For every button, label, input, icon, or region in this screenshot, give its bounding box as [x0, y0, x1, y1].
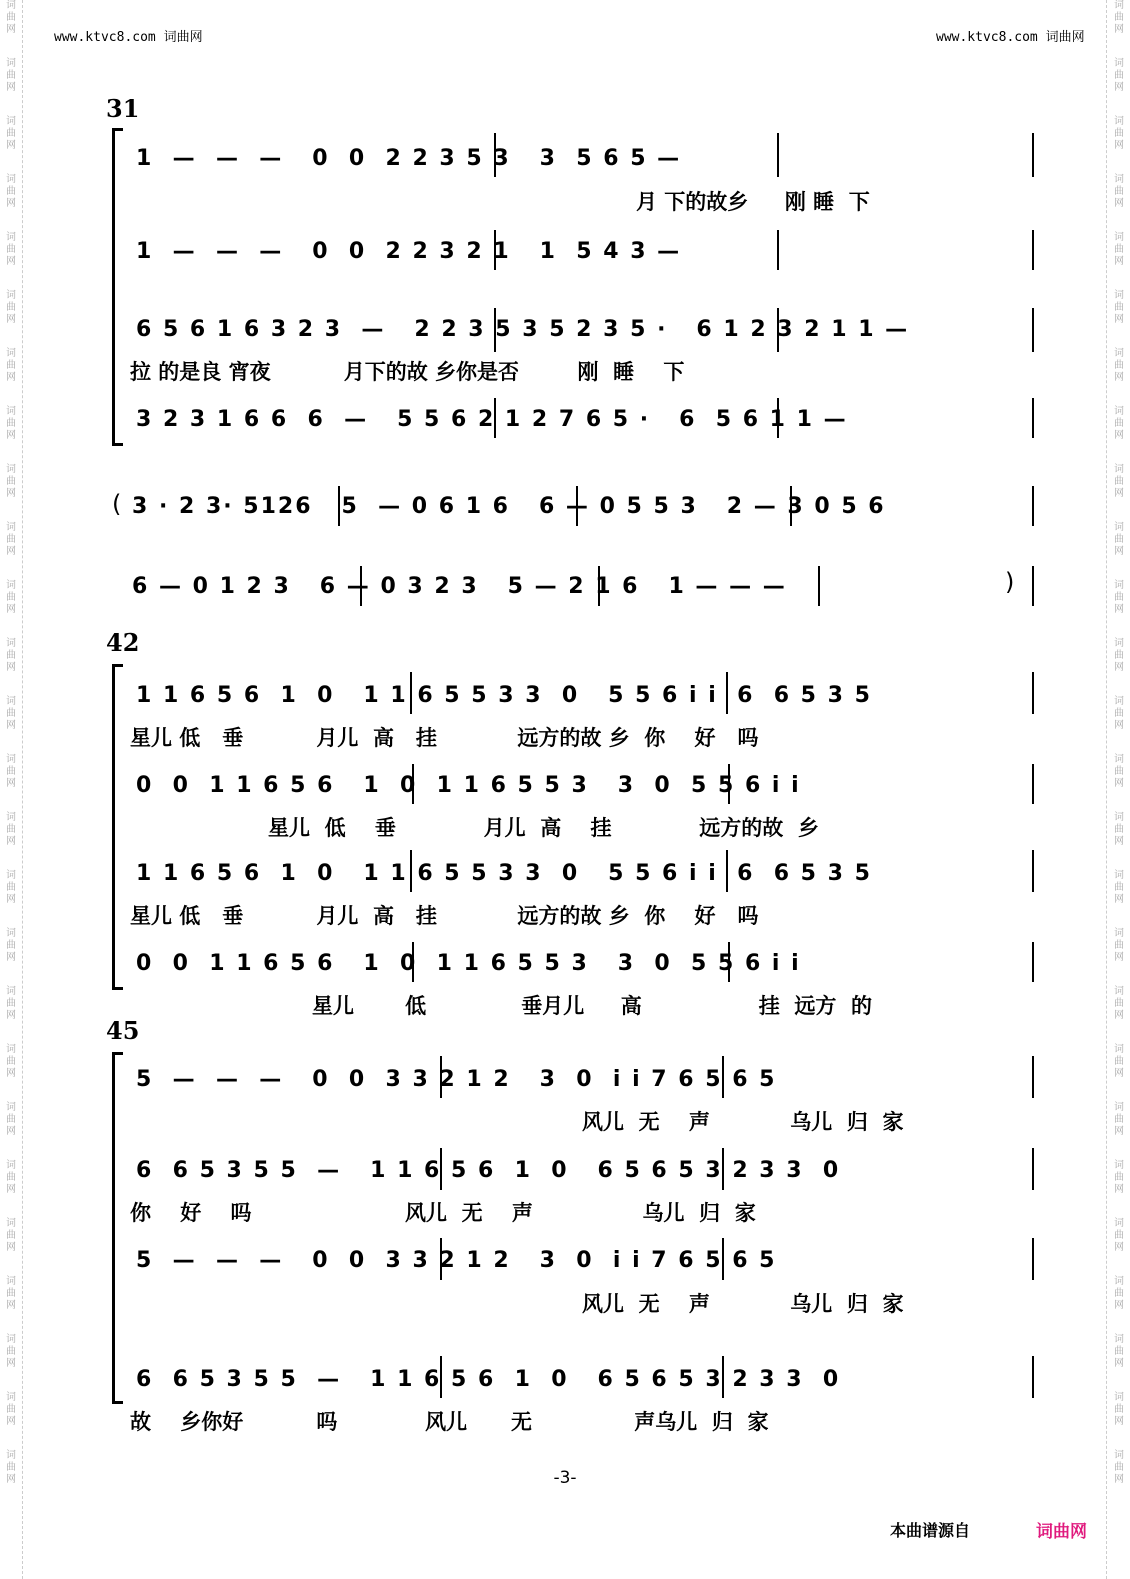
staff-lyrics: 月 下的故乡 刚 睡 下 [636, 190, 870, 214]
staff-lyrics: 星儿 低 垂 月儿 高 挂 远方的故 乡 [268, 816, 819, 840]
watermark-mark: 词 曲 网 [1114, 232, 1124, 267]
watermark-mark: 词 曲 网 [1114, 464, 1124, 499]
watermark-mark: 词 曲 网 [6, 1392, 16, 1427]
watermark-mark: 词 曲 网 [6, 464, 16, 499]
staff-notes: 1 — — — 0 0 2 2 3 2 1 1 5 4 3 — [136, 239, 682, 264]
watermark-mark: 词 曲 网 [1114, 522, 1124, 557]
header-site-left: www.ktvc8.com 词曲网 [54, 30, 203, 45]
watermark-mark: 词 曲 网 [1114, 928, 1124, 963]
watermark-mark: 词 曲 网 [6, 1102, 16, 1137]
watermark-mark: 词 曲 网 [1114, 58, 1124, 93]
left-margin-watermark [0, 0, 22, 1579]
system-number-42: 42 [106, 628, 140, 657]
watermark-mark: 词 曲 网 [6, 232, 16, 267]
barline [777, 230, 779, 270]
watermark-mark: 词 曲 网 [1114, 1102, 1124, 1137]
barline [1032, 1238, 1034, 1280]
watermark-mark: 词 曲 网 [6, 580, 16, 615]
watermark-mark: 词 曲 网 [6, 1218, 16, 1253]
watermark-mark: 词 曲 网 [1114, 290, 1124, 325]
watermark-mark: 词 曲 网 [6, 870, 16, 905]
barline [1032, 308, 1034, 352]
staff-notes: 1 — — — 0 0 2 2 3 5 3 3 5 6 5 — [136, 146, 682, 171]
watermark-mark: 词 曲 网 [6, 116, 16, 151]
staff-lyrics: 星儿 低 垂月儿 高 挂 远方 的 [312, 994, 872, 1018]
barline [1032, 1056, 1034, 1098]
watermark-mark: 词 曲 网 [6, 0, 16, 35]
system-number-31: 31 [106, 94, 140, 123]
watermark-mark: 词 曲 网 [1114, 348, 1124, 383]
page-number: -3- [553, 1468, 577, 1488]
staff-notes: 3 2 3 1 6 6 6 — 5 5 6 2 1 2 7 6 5 · 6 5 6 1 1 — [136, 407, 848, 432]
staff-lyrics: 风儿 无 声 乌儿 归 家 [582, 1292, 904, 1316]
staff-notes: 0 0 1 1 6 5 6 1 0 1 1 6 5 5 3 3 0 5 5 6 i i [136, 951, 801, 976]
barline [1032, 1148, 1034, 1190]
watermark-mark: 词 曲 网 [6, 638, 16, 673]
staff-notes: 0 0 1 1 6 5 6 1 0 1 1 6 5 5 3 3 0 5 5 6 i i [136, 773, 801, 798]
watermark-mark: 词 曲 网 [6, 1450, 16, 1485]
barline [1032, 133, 1034, 177]
close-paren: ) [1005, 568, 1015, 596]
staff-lyrics: 故 乡你好 吗 风儿 无 声乌儿 归 家 [130, 1410, 769, 1434]
watermark-mark: 词 曲 网 [6, 812, 16, 847]
staff-lyrics: 你 好 吗 风儿 无 声 乌儿 归 家 [130, 1201, 756, 1225]
watermark-mark: 词 曲 网 [1114, 174, 1124, 209]
staff-lyrics: 拉 的是良 宵夜 月下的故 乡你是否 刚 睡 下 [130, 360, 685, 384]
watermark-mark: 词 曲 网 [1114, 754, 1124, 789]
staff-lyrics: 风儿 无 声 乌儿 归 家 [582, 1110, 904, 1134]
system-bracket [112, 1052, 123, 1404]
barline [1032, 398, 1034, 438]
staff-notes: 6 6 5 3 5 5 — 1 1 6 5 6 1 0 6 5 6 5 3 2 3 3 0 [136, 1158, 841, 1183]
staff-notes: 6 5 6 1 6 3 2 3 — 2 2 3 5 3 5 2 3 5 · 6 1 2 3 2 1 1 — [136, 317, 910, 342]
staff-notes: 6 6 5 3 5 5 — 1 1 6 5 6 1 0 6 5 6 5 3 2 3 3 0 [136, 1367, 841, 1392]
watermark-mark: 词 曲 网 [6, 696, 16, 731]
watermark-mark: 词 曲 网 [6, 406, 16, 441]
open-paren: ( [112, 490, 122, 518]
watermark-mark: 词 曲 网 [1114, 406, 1124, 441]
watermark-mark: 词 曲 网 [1114, 116, 1124, 151]
header-site-right: www.ktvc8.com 词曲网 [936, 30, 1085, 45]
watermark-mark: 词 曲 网 [6, 290, 16, 325]
system-bracket [112, 128, 123, 446]
watermark-mark: 词 曲 网 [6, 348, 16, 383]
watermark-mark: 词 曲 网 [6, 928, 16, 963]
barline [1032, 1356, 1034, 1398]
watermark-mark: 词 曲 网 [1114, 1450, 1124, 1485]
watermark-mark: 词 曲 网 [1114, 638, 1124, 673]
barline [1032, 566, 1034, 606]
staff-notes: 3 · 2 3· 5126 5 — 0 6 1 6 6 — 0 5 5 3 2 — 3 0 5 6 [132, 494, 886, 519]
watermark-mark: 词 曲 网 [1114, 1334, 1124, 1369]
watermark-mark: 词 曲 网 [1114, 870, 1124, 905]
staff-notes: 5 — — — 0 0 3 3 2 1 2 3 0 i i 7 6 5 6 5 [136, 1248, 777, 1273]
watermark-mark: 词 曲 网 [1114, 1160, 1124, 1195]
left-margin-line [22, 0, 23, 1579]
staff-notes: 5 — — — 0 0 3 3 2 1 2 3 0 i i 7 6 5 6 5 [136, 1067, 777, 1092]
barline [1032, 672, 1034, 714]
barline [1032, 942, 1034, 982]
barline [818, 566, 820, 606]
watermark-mark: 词 曲 网 [1114, 580, 1124, 615]
watermark-mark: 词 曲 网 [6, 1160, 16, 1195]
watermark-mark: 词 曲 网 [6, 58, 16, 93]
right-margin-line [1106, 0, 1107, 1579]
watermark-mark: 词 曲 网 [1114, 0, 1124, 35]
watermark-mark: 词 曲 网 [1114, 812, 1124, 847]
barline [777, 133, 779, 177]
watermark-mark: 词 曲 网 [6, 1334, 16, 1369]
system-bracket [112, 664, 123, 990]
barline [1032, 230, 1034, 270]
footer-brand-link[interactable]: 词曲网 [1036, 1522, 1087, 1542]
staff-notes: 1 1 6 5 6 1 0 1 1 6 5 5 3 3 0 5 5 6 i i 6 6 5 3 5 [136, 861, 872, 886]
watermark-mark: 词 曲 网 [1114, 1218, 1124, 1253]
system-number-45: 45 [106, 1016, 140, 1045]
staff-lyrics: 星儿 低 垂 月儿 高 挂 远方的故 乡 你 好 吗 [130, 726, 759, 750]
barline [1032, 850, 1034, 892]
watermark-mark: 词 曲 网 [6, 1276, 16, 1311]
footer-source-label: 本曲谱源自 [890, 1521, 971, 1540]
watermark-mark: 词 曲 网 [1114, 1044, 1124, 1079]
watermark-mark: 词 曲 网 [6, 522, 16, 557]
barline [1032, 764, 1034, 804]
watermark-mark: 词 曲 网 [6, 986, 16, 1021]
right-margin-watermark [1108, 0, 1130, 1579]
watermark-mark: 词 曲 网 [1114, 1276, 1124, 1311]
watermark-mark: 词 曲 网 [6, 1044, 16, 1079]
watermark-mark: 词 曲 网 [6, 174, 16, 209]
watermark-mark: 词 曲 网 [6, 754, 16, 789]
staff-notes: 1 1 6 5 6 1 0 1 1 6 5 5 3 3 0 5 5 6 i i 6 6 5 3 5 [136, 683, 872, 708]
staff-lyrics: 星儿 低 垂 月儿 高 挂 远方的故 乡 你 好 吗 [130, 904, 759, 928]
watermark-mark: 词 曲 网 [1114, 1392, 1124, 1427]
watermark-mark: 词 曲 网 [1114, 696, 1124, 731]
barline [1032, 486, 1034, 526]
watermark-mark: 词 曲 网 [1114, 986, 1124, 1021]
staff-notes: 6 — 0 1 2 3 6 — 0 3 2 3 5 — 2 1 6 1 — — — [132, 574, 787, 599]
